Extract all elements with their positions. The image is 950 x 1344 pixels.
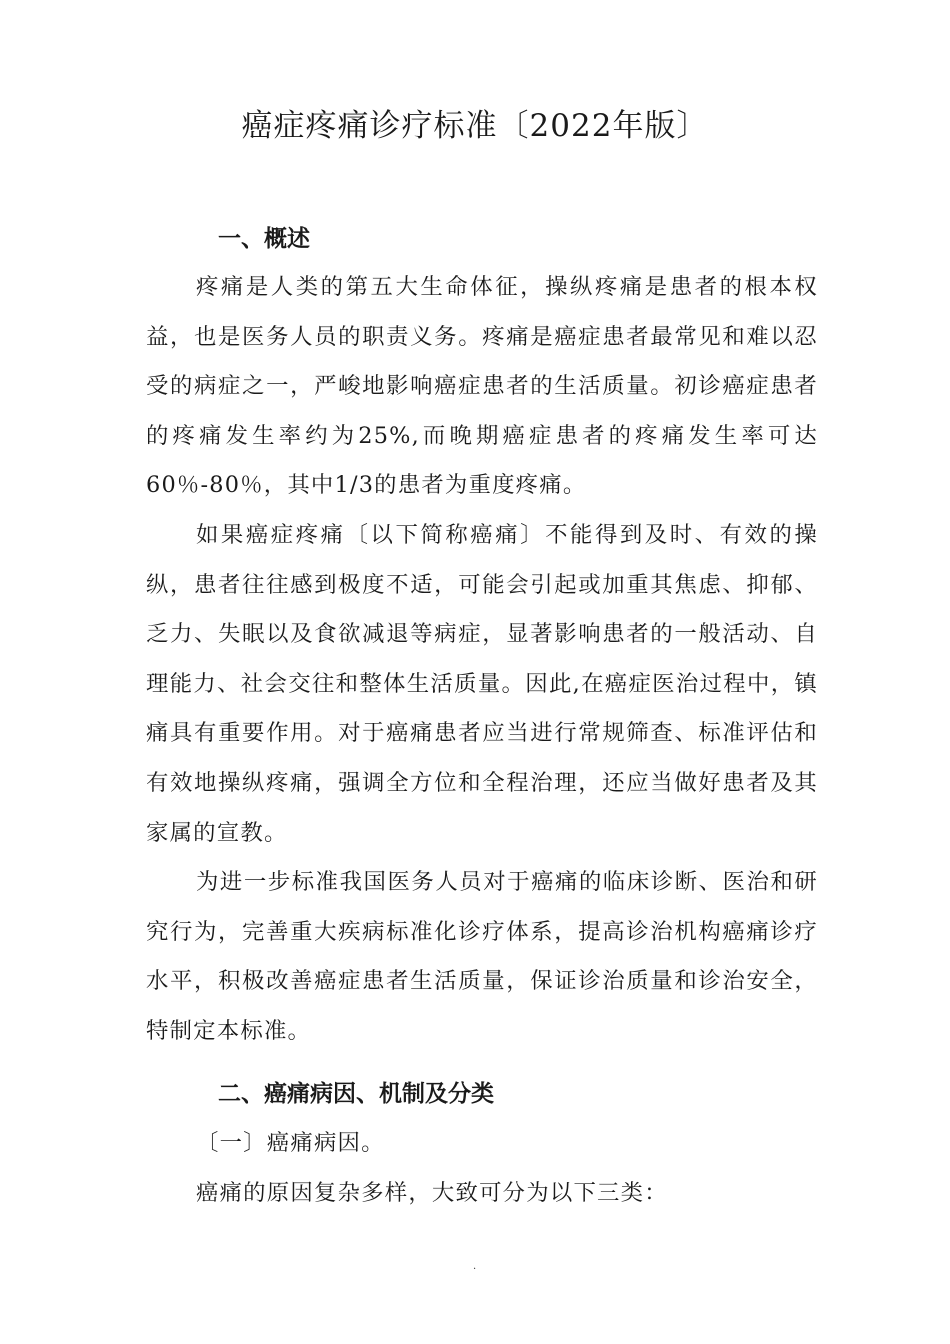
causes-intro-line: 癌痛的原因复杂多样，大致可分为以下三类： (196, 1180, 668, 1206)
overview-paragraph-2: 如果癌症疼痛〔以下简称癌痛〕不能得到及时、有效的操纵，患者往往感到极度不适，可能会引起或加重其焦虑、抑郁、乏力、失眠以及食欲减退等病症，显著影响患者的一般活动、自理能力、社会交往和整体生活质量。因此,在癌症医治过程中，镇痛具有重要作用。对于癌痛患者应当进行常规筛查、标准评估和有效地操纵疼痛，强调全方位和全程治理，还应当做好患者及其家属的宣教。 (146, 521, 818, 846)
section-heading-causes: 二、癌痛病因、机制及分类 (218, 1081, 494, 1107)
document-title: 癌症疼痛诊疗标准〔2022年版〕 (241, 108, 709, 144)
page-footer-mark: . (473, 1261, 477, 1272)
overview-paragraph-1: 疼痛是人类的第五大生命体征，操纵疼痛是患者的根本权益，也是医务人员的职责义务。疼痛是癌症患者最常见和难以忍受的病症之一，严峻地影响癌症患者的生活质量。初诊癌症患者的疼痛发生率约为25%,而晚期癌症患者的疼痛发生率可达60％-80％，其中1/3的患者为重度疼痛。 (146, 274, 818, 499)
overview-body (146, 263, 818, 1057)
section-heading-overview: 一、概述 (218, 226, 310, 252)
subsection-heading-causes: 〔一〕癌痛病因。 (196, 1130, 385, 1156)
overview-paragraph-3: 为进一步标准我国医务人员对于癌痛的临床诊断、医治和研究行为，完善重大疾病标准化诊疗体系，提高诊治机构癌痛诊疗水平，积极改善癌症患者生活质量，保证诊治质量和诊治安全，特制定本标准。 (146, 869, 818, 1044)
